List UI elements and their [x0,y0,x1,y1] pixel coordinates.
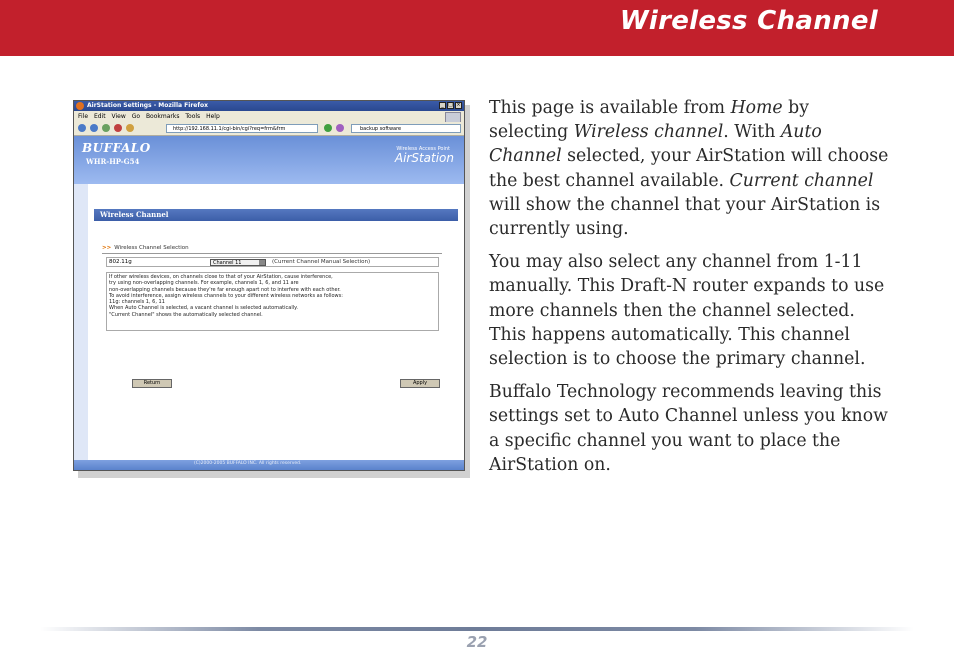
copyright: (C)2000-2005 BUFFALO INC. All rights reserved. [194,461,302,466]
search-field: backup software [351,124,461,133]
menu-bookmarks: Bookmarks [145,113,180,120]
menu-file: File [78,113,89,120]
google-icon [336,124,344,132]
italic-term: Wireless channel [573,122,724,143]
menu-edit: Edit [93,113,106,120]
note-line: 11g: channels 1, 6, 11 [109,299,165,306]
browser-content [74,136,464,470]
subsection-label: Wireless Channel Selection [114,245,189,251]
note-line: To avoid interference, assign wireless channels to your different wireless networks as follows: [109,292,343,299]
maximize-icon: □ [448,102,453,108]
menu-bar [74,111,464,122]
menu-view: View [111,113,126,120]
firefox-icon [76,102,84,110]
home-icon [126,124,134,132]
note-line: When Auto Channel is selected, a vacant channel is selected automatically. [109,305,298,312]
footer-strip [74,460,464,470]
return-button: Return [132,379,172,388]
apply-button: Apply [400,379,440,388]
url-field: http://192.168.11.1/cgi-bin/cgi?req=frm&frm [166,124,318,133]
go-icon [324,124,332,132]
current-channel-label: (Current Channel Manual Selection) [272,259,371,265]
standard-label: 802.11g [109,259,132,265]
menu-help: Help [206,113,220,120]
paragraph-3: Buffalo Technology recommends leaving this settings set to Auto Channel unless you know a specific channel you want to place the AirStation on. [489,382,888,475]
note-line: If other wireless devices, on channels close to that of your AirStation, cause interference, [109,274,333,280]
italic-term: Auto Channel [489,122,822,167]
body-text [489,96,889,486]
buffalo-logo: BUFFALO [82,141,151,155]
footer-rule [40,627,914,631]
browser-screenshot [73,100,465,471]
text-run: selected, your AirStation will choose the best channel available. [489,146,889,191]
close-icon: × [456,102,461,108]
minimize-icon: _ [439,102,446,109]
text-run: . With [723,122,781,143]
arrow-icon: >> [102,245,112,251]
airstation-logo: AirStation [394,151,454,165]
paragraph-1 [489,96,889,241]
menu-go: Go [131,113,141,120]
settings-page [88,184,464,470]
italic-term: Current channel [729,170,874,191]
page-header [0,0,954,56]
channel-row [106,257,439,267]
text-run: This page is available from [489,98,731,118]
italic-term: Home [730,98,783,118]
note-line: non-overlapping channels because they're far enough apart not to interfere with each other. [109,286,341,293]
paragraph-2: You may also select any channel from 1-11 manually. This Draft-N router expands to use more channels then the channel selected. This happens automatically. This channel selection is to choose the primary channel. [489,252,885,370]
note-line: "Current Channel" shows the automatically selected channel. [109,311,263,318]
text-run: by selecting [489,98,809,143]
channel-select [210,259,266,266]
note-line: try using non-overlapping channels. For example, channels 1, 6, and 11 are [109,280,299,287]
wap-label: Wireless Access Point [396,146,450,152]
nav-toolbar [74,122,464,136]
page-number: 22 [466,633,488,651]
window-titlebar [74,101,464,111]
subsection-title [102,244,442,254]
dropdown-icon [259,260,265,265]
forward-icon [90,124,98,132]
router-banner [74,136,464,184]
channel-note [106,272,439,331]
section-title: Wireless Channel [94,209,458,221]
reload-icon [102,124,110,132]
left-sidebar [74,184,88,470]
back-icon [78,124,86,132]
page-title: Wireless Channel [619,6,878,36]
stop-icon [114,124,122,132]
menu-tools: Tools [185,113,201,120]
window-title: AirStation Settings - Mozilla Firefox [87,102,208,109]
channel-value: Channel 11 [213,260,242,266]
text-run: will show the channel that your AirStation is currently using. [489,194,881,240]
model-name: WHR-HP-G54 [86,157,140,166]
